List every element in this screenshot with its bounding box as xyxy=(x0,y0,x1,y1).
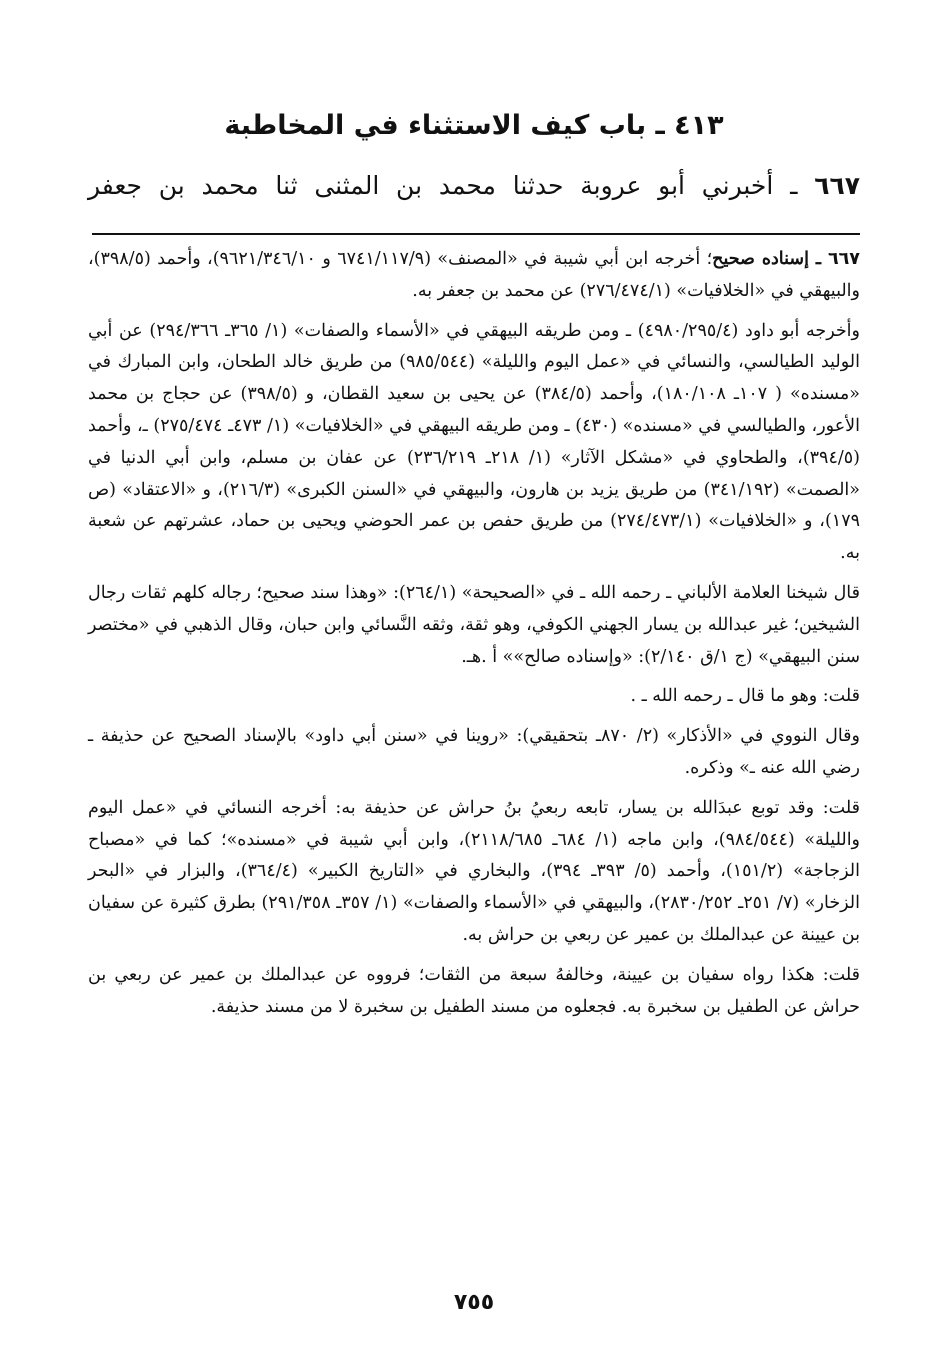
footnote-paragraph: قال شيخنا العلامة الألباني ـ رحمه الله ـ في «الصحيحة» (٢٦٤/١): «وهذا سند صحيح؛ رجاله كلهم ثقات رجال الشيخين؛ غير عبدالله بن يسار الجهني الكوفي، وهو ثقة، وثقه النَّسائي وابن حبان، وقال الذهبي في «مختصر سنن البيهقي» (ج ١/ق ٢/١٤٠): «وإسناده صالح»» أ .هـ. xyxy=(88,582,860,667)
footnotes xyxy=(88,244,860,1031)
hadith-body: ـ أخبرني أبو عروبة حدثنا محمد بن المثنى ثنا محمد بن جعفر xyxy=(88,171,815,200)
footnote-paragraph: قلت: وقد توبع عبدَالله بن يسار، تابعه ربعيُ بنُ حراش عن حذيفة به: أخرجه النسائي في «عمل اليوم والليلة» (٩٨٤/٥٤٤)، وابن ماجه (١/ ٦٨٤ـ ٢١١٨/٦٨٥)، وابن أبي شيبة في «مسنده»؛ كما في «مصباح الزجاجة» (١٥١/٢)، وأحمد (٥/ ٣٩٣ـ ٣٩٤)، والبخاري في «التاريخ الكبير» (٣٦٤/٤)، والبزار في «البحر الزخار» (٧/ ٢٥١ـ ٢٨٣٠/٢٥٢)، والبيهقي في «الأسماء والصفات» (١/ ٣٥٧ـ ٢٩١/٣٥٨) بطرق كثيرة عن سفيان بن عيينة عن عبدالملك بن عمير عن ربعي بن حراش به. xyxy=(88,797,861,945)
footnote-divider xyxy=(92,233,860,235)
footnote-paragraph xyxy=(88,244,860,308)
footnote-paragraph: قلت: هكذا رواه سفيان بن عيينة، وخالفهُ سبعة من الثقات؛ فرووه عن عبدالملك بن عمير عن ربعي بن حراش عن الطفيل بن سخبرة به. فجعلوه من مسند الطفيل بن سخبرة لا من مسند حذيفة. xyxy=(88,964,860,1017)
footnote-text: ؛ أخرجه ابن أبي شيبة في «المصنف» (٦٧٤١/١١٧/٩ و ٩٦٢١/٣٤٦/١٠)، وأحمد (٣٩٨/٥)، والبيهقي في «الخلافيات» (٢٧٦/٤٧٤/١) عن محمد بن جعفر به. xyxy=(88,249,860,301)
footnote-paragraph: قلت: وهو ما قال ـ رحمه الله ـ . xyxy=(630,686,860,707)
hadith-text xyxy=(88,164,860,208)
page-number: ٧٥٥ xyxy=(453,1290,495,1315)
footnote-paragraph: وقال النووي في «الأذكار» (٢/ ٨٧٠ـ بتحقيقي): «روينا في «سنن أبي داود» بالإسناد الصحيح عن حذيفة ـ رضي الله عنه ـ» وذكره. xyxy=(88,726,860,778)
footnote-label: ـ إسناده صحيح xyxy=(712,249,828,269)
footnote-number: ٦٦٧ xyxy=(827,249,860,269)
hadith-number: ٦٦٧ xyxy=(814,171,860,200)
footnote-paragraph: وأخرجه أبو داود (٤٩٨٠/٢٩٥/٤) ـ ومن طريقه البيهقي في «الأسماء والصفات» (١/ ٣٦٥ـ ٢٩٤/٣٦٦) عن أبي الوليد الطيالسي، والنسائي في «عمل اليوم والليلة» (٩٨٥/٥٤٤) من طريق خالد الطحان، وابن المبارك في «مسنده» ( ١٠٧ـ ١٨٠/١٠٨)، وأحمد (٣٨٤/٥) عن يحيى بن سعيد القطان، و (٣٩٨/٥) عن حجاج بن محمد الأعور، والطيالسي في «مسنده» (٤٣٠) ـ ومن طريقه البيهقي في «الخلافيات» (١/ ٤٧٣ـ ٢٧٥/٤٧٤) ـ، وأحمد (٣٩٤/٥)، والطحاوي في «مشكل الآثار» (١/ ٢١٨ـ ٢٣٦/٢١٩) عن عفان بن مسلم، وابن أبي الدنيا في «الصمت» (٣٤١/١٩٢) من طريق يزيد بن هارون، والبيهقي في «السنن الكبرى» (٢١٦/٣)، و «الاعتقاد» (ص ١٧٩)، و «الخلافيات» (٢٧٤/٤٧٣/١) من طريق حفص بن عمر الحوضي ويحيى بن حماد، عشرتهم عن شعبة به. xyxy=(88,320,860,564)
chapter-heading: ٤١٣ ـ باب كيف الاستثناء في المخاطبة xyxy=(224,110,724,141)
